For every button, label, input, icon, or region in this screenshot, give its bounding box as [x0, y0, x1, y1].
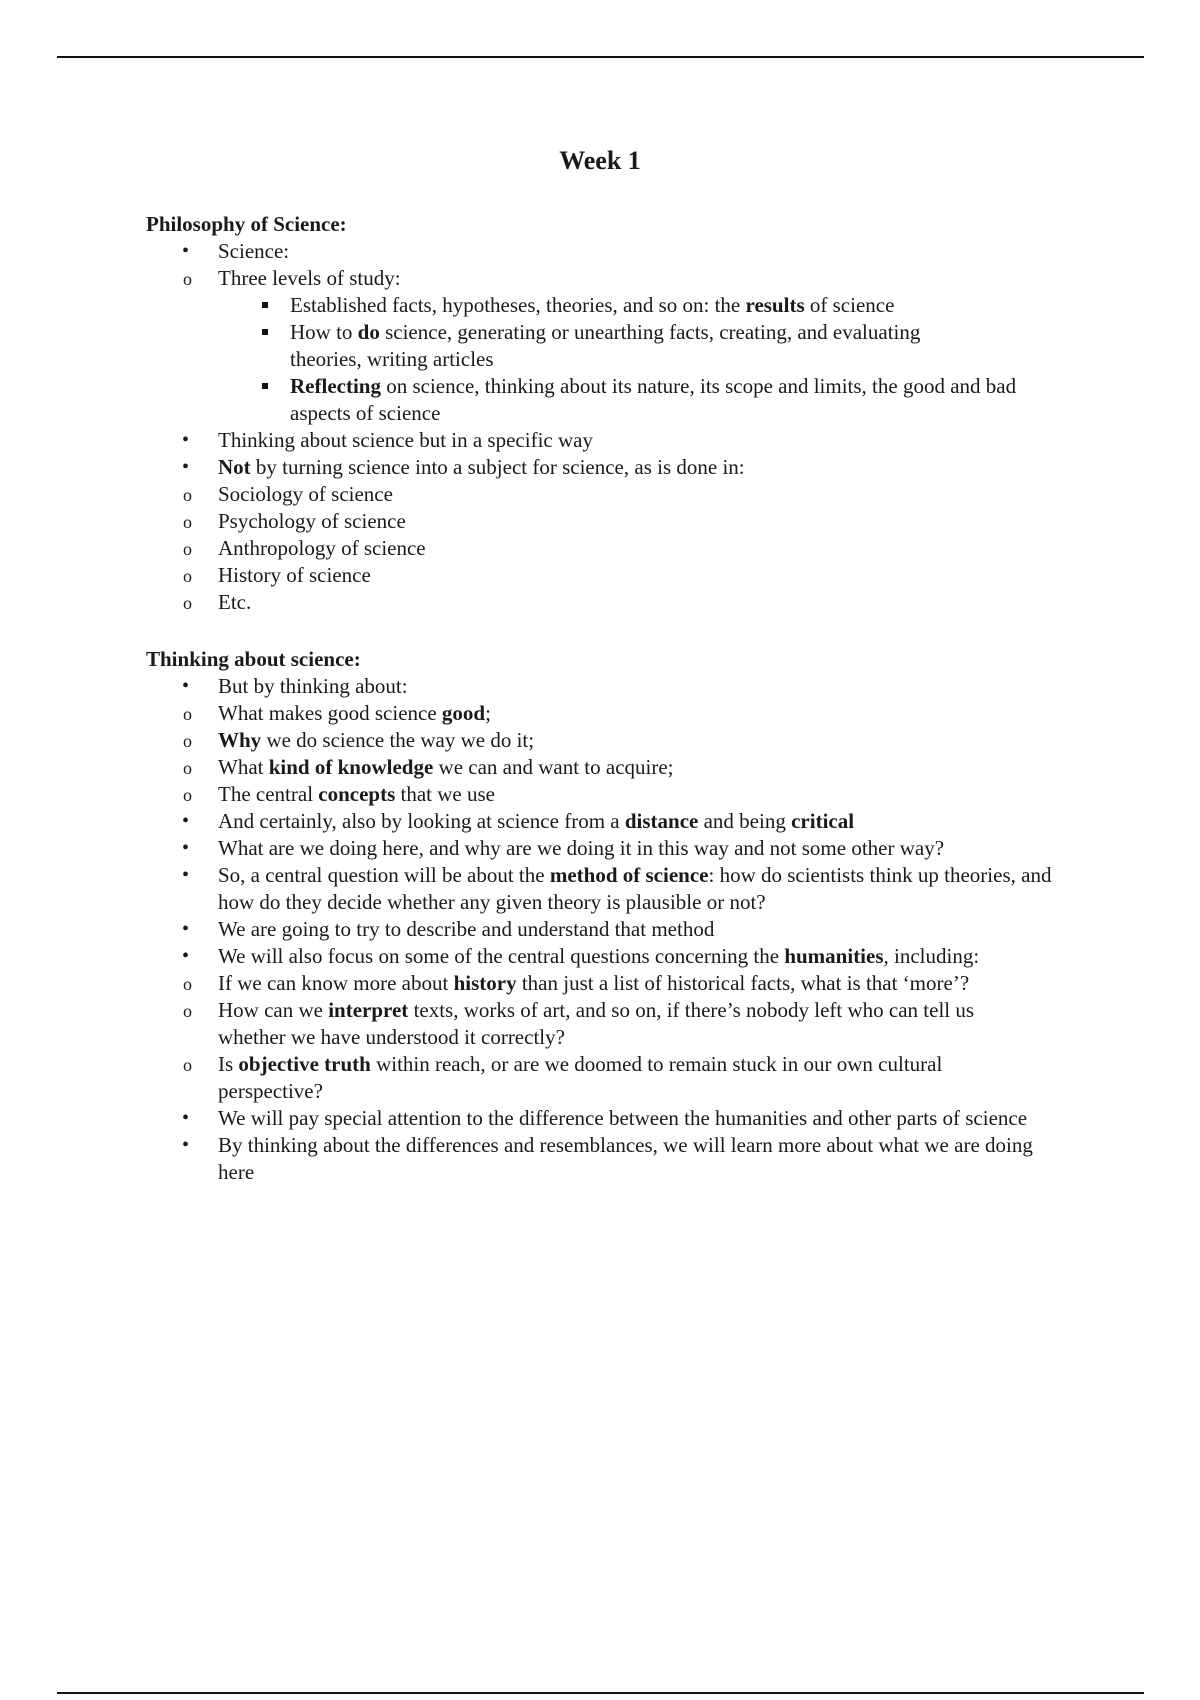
bold-run: Reflecting — [290, 374, 381, 398]
list-item — [146, 265, 1066, 427]
list-item — [146, 673, 1066, 808]
list-item — [146, 835, 1066, 862]
text-run: that we use — [395, 782, 496, 806]
list-item-text: But by thinking about: — [218, 674, 408, 698]
list-item — [146, 997, 1026, 1051]
text-run: The central — [218, 782, 319, 806]
text-run: by turning science into a subject for science, as is done in: — [250, 455, 745, 479]
bold-run: objective truth — [238, 1052, 371, 1076]
sub-list — [218, 700, 1066, 808]
list-item-text: Three levels of study: — [218, 266, 401, 290]
list-item — [146, 481, 1066, 508]
text-run: science, generating or unearthing facts, creating, and evaluating theories, writing articles — [290, 320, 921, 371]
list-item-text: We will pay special attention to the difference between the humanities and other parts of science — [218, 1106, 1028, 1130]
bottom-rule — [57, 1692, 1144, 1694]
list-item — [146, 808, 1066, 835]
bold-run: interpret — [328, 998, 409, 1022]
text-run: We will also focus on some of the central questions concerning the — [218, 944, 785, 968]
text-run: texts, works of art, and so on, if there’s nobody left who can tell us whether we have understood it correctly? — [218, 998, 975, 1049]
list-item — [146, 727, 1066, 754]
text-run: we can and want to acquire; — [433, 755, 674, 779]
bold-run: Not — [218, 455, 251, 479]
list-item-text: Anthropology of science — [218, 536, 426, 560]
list-item — [146, 508, 1066, 535]
list-item-text: History of science — [218, 563, 371, 587]
page-title: Week 1 — [559, 146, 641, 175]
sub-list — [218, 970, 1066, 1105]
bold-run: method of science — [549, 863, 709, 887]
list-item — [146, 754, 1066, 781]
list-item — [218, 373, 1036, 427]
sub-sub-list — [218, 292, 1066, 427]
section-heading-philosophy: Philosophy of Science: — [146, 212, 347, 236]
bold-run: humanities — [784, 944, 884, 968]
text-run: ; — [485, 701, 491, 725]
text-run: Established facts, hypotheses, theories, and so on: the — [290, 293, 746, 317]
top-rule — [57, 56, 1144, 58]
bold-run: kind of knowledge — [268, 755, 434, 779]
list-item-text: By thinking about the differences and resemblances, we will learn more about what we are doing here — [218, 1133, 1033, 1184]
list-item-text: Thinking about science but in a specific way — [218, 428, 593, 452]
list-item — [146, 535, 1066, 562]
bullet-list — [146, 673, 1066, 1186]
text-run: , including: — [883, 944, 980, 968]
text-run: on science, thinking about its nature, its scope and limits, the good and bad aspects of science — [290, 374, 1017, 425]
bullet-list — [146, 238, 1066, 616]
bold-run: Why — [218, 728, 262, 752]
list-item — [146, 454, 1066, 616]
list-item — [146, 862, 1066, 916]
list-item — [146, 1132, 1046, 1186]
list-item — [146, 589, 1066, 616]
text-run: Is — [218, 1052, 239, 1076]
list-item-text: Sociology of science — [218, 482, 393, 506]
text-run: If we can know more about — [218, 971, 454, 995]
text-run: How to — [290, 320, 358, 344]
list-item-text: Science: — [218, 239, 290, 263]
list-item-text: What are we doing here, and why are we doing it in this way and not some other way? — [218, 836, 945, 860]
list-item — [146, 943, 1066, 1105]
bold-run: distance — [624, 809, 699, 833]
section-heading-thinking: Thinking about science: — [146, 647, 361, 671]
list-item-text: We are going to try to describe and understand that method — [218, 917, 715, 941]
list-item — [146, 916, 1066, 943]
text-run: What makes good science — [218, 701, 442, 725]
bold-run: critical — [791, 809, 855, 833]
bold-run: do — [357, 320, 380, 344]
text-run: of science — [804, 293, 895, 317]
sub-list — [218, 265, 1066, 427]
text-run: than just a list of historical facts, what is that ‘more’? — [516, 971, 970, 995]
list-item-text: Psychology of science — [218, 509, 406, 533]
list-item — [146, 700, 1066, 727]
bold-run: history — [453, 971, 517, 995]
sub-list — [218, 481, 1066, 616]
text-run: How can we — [218, 998, 329, 1022]
text-run: And certainly, also by looking at science from a — [218, 809, 625, 833]
list-item — [146, 427, 1066, 454]
text-run: we do science the way we do it; — [261, 728, 535, 752]
list-item — [146, 970, 1026, 997]
list-item — [146, 238, 1066, 427]
text-run: What — [218, 755, 269, 779]
text-run: So, a central question will be about the — [218, 863, 550, 887]
list-item — [218, 292, 996, 319]
list-item — [146, 1105, 1066, 1132]
list-item — [218, 319, 996, 373]
list-item-text: Etc. — [218, 590, 252, 614]
bold-run: results — [745, 293, 805, 317]
document-body — [146, 211, 1066, 1186]
bold-run: good — [441, 701, 486, 725]
text-run: within reach, or are we doomed to remain stuck in our own cultural perspective? — [218, 1052, 943, 1103]
text-run: : how do scientists think up theories, and how do they decide whether any given theory is plausible or not? — [218, 863, 1052, 914]
text-run: and being — [698, 809, 792, 833]
bold-run: concepts — [318, 782, 396, 806]
list-item — [146, 1051, 1046, 1105]
list-item — [146, 562, 1066, 589]
list-item — [146, 781, 1066, 808]
